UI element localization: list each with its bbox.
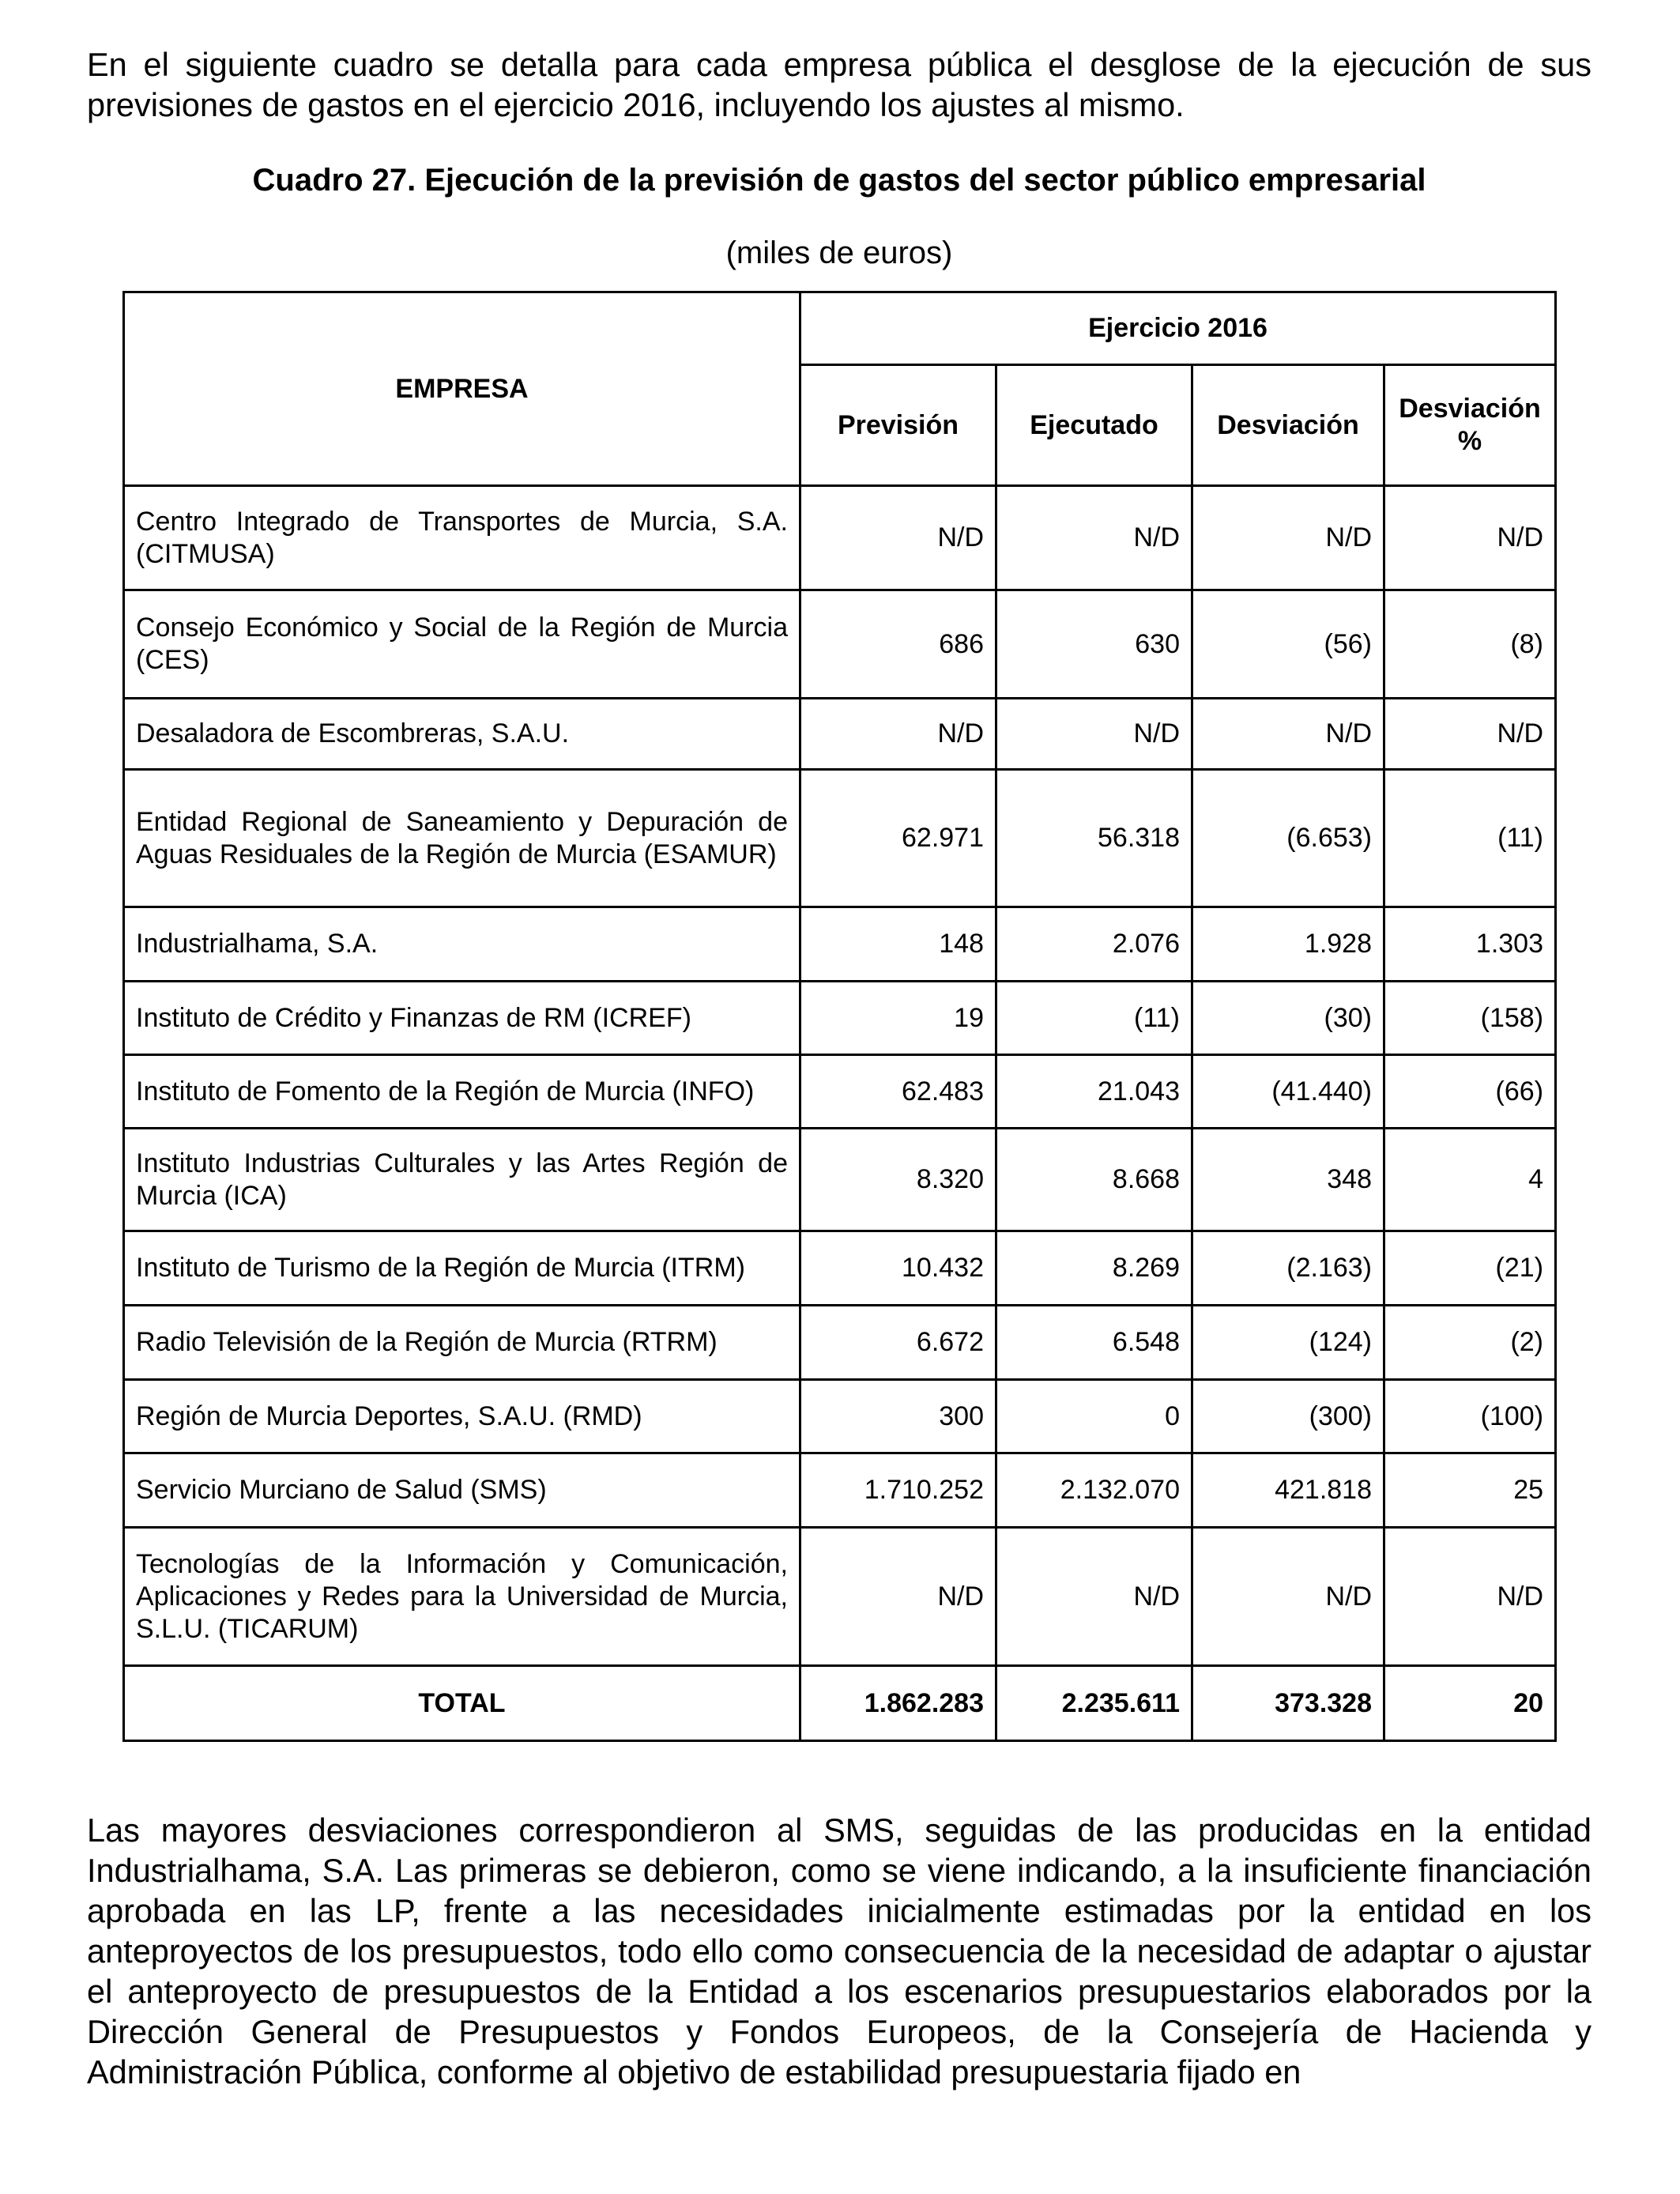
cell-empresa: Tecnologías de la Información y Comunicación, Aplicaciones y Redes para la Universidad de Murcia, S.L.U. (TICARUM) bbox=[124, 1528, 800, 1666]
table-row bbox=[124, 699, 1556, 770]
cell-prevision: 8.320 bbox=[800, 1129, 996, 1231]
cell-empresa: Región de Murcia Deportes, S.A.U. (RMD) bbox=[124, 1380, 800, 1453]
cell-prevision: N/D bbox=[800, 486, 996, 590]
cell-desviacion-pct: (21) bbox=[1384, 1231, 1556, 1306]
cell-desviacion: 1.928 bbox=[1192, 907, 1384, 982]
cell-prevision: 6.672 bbox=[800, 1306, 996, 1380]
cell-desviacion-pct: N/D bbox=[1384, 699, 1556, 770]
cell-empresa: Industrialhama, S.A. bbox=[124, 907, 800, 982]
cell-prevision: 62.483 bbox=[800, 1055, 996, 1129]
cell-prevision: N/D bbox=[800, 699, 996, 770]
total-desviacion-pct: 20 bbox=[1384, 1666, 1556, 1741]
header-ejercicio: Ejercicio 2016 bbox=[800, 292, 1556, 365]
cell-empresa: Entidad Regional de Saneamiento y Depuración de Aguas Residuales de la Región de Murcia (ESAMUR) bbox=[124, 770, 800, 907]
table-row bbox=[124, 590, 1556, 699]
cell-ejecutado: 0 bbox=[996, 1380, 1192, 1453]
cell-desviacion: N/D bbox=[1192, 1528, 1384, 1666]
table-row bbox=[124, 982, 1556, 1055]
total-desviacion: 373.328 bbox=[1192, 1666, 1384, 1741]
total-prevision: 1.862.283 bbox=[800, 1666, 996, 1741]
header-prevision: Previsión bbox=[800, 365, 996, 486]
header-ejecutado: Ejecutado bbox=[996, 365, 1192, 486]
cell-empresa: Servicio Murciano de Salud (SMS) bbox=[124, 1453, 800, 1528]
table-row bbox=[124, 1306, 1556, 1380]
cell-desviacion: (41.440) bbox=[1192, 1055, 1384, 1129]
cell-empresa: Desaladora de Escombreras, S.A.U. bbox=[124, 699, 800, 770]
table-row bbox=[124, 1129, 1556, 1231]
cell-desviacion-pct: N/D bbox=[1384, 1528, 1556, 1666]
cell-desviacion-pct: (158) bbox=[1384, 982, 1556, 1055]
table-row bbox=[124, 486, 1556, 590]
total-row bbox=[124, 1666, 1556, 1741]
cell-ejecutado: 2.076 bbox=[996, 907, 1192, 982]
table-caption: Cuadro 27. Ejecución de la previsión de gastos del sector público empresarial bbox=[252, 163, 1426, 198]
cell-desviacion-pct: (8) bbox=[1384, 590, 1556, 699]
header-desviacion-pct: Desviación % bbox=[1384, 365, 1556, 486]
cell-desviacion: (6.653) bbox=[1192, 770, 1384, 907]
cell-desviacion: (300) bbox=[1192, 1380, 1384, 1453]
cell-desviacion-pct: (66) bbox=[1384, 1055, 1556, 1129]
cell-prevision: 686 bbox=[800, 590, 996, 699]
cell-prevision: N/D bbox=[800, 1528, 996, 1666]
cell-desviacion: N/D bbox=[1192, 699, 1384, 770]
cell-desviacion-pct: (100) bbox=[1384, 1380, 1556, 1453]
cell-desviacion: (30) bbox=[1192, 982, 1384, 1055]
cell-prevision: 1.710.252 bbox=[800, 1453, 996, 1528]
cell-ejecutado: 2.132.070 bbox=[996, 1453, 1192, 1528]
cell-ejecutado: 630 bbox=[996, 590, 1192, 699]
cell-desviacion: (2.163) bbox=[1192, 1231, 1384, 1306]
cell-prevision: 19 bbox=[800, 982, 996, 1055]
cell-desviacion-pct: 4 bbox=[1384, 1129, 1556, 1231]
cell-desviacion-pct: (2) bbox=[1384, 1306, 1556, 1380]
cell-ejecutado: (11) bbox=[996, 982, 1192, 1055]
cell-prevision: 300 bbox=[800, 1380, 996, 1453]
cell-desviacion-pct: N/D bbox=[1384, 486, 1556, 590]
cell-ejecutado: N/D bbox=[996, 486, 1192, 590]
table-body bbox=[124, 486, 1556, 1666]
total-label: TOTAL bbox=[124, 1666, 800, 1741]
cell-ejecutado: 8.668 bbox=[996, 1129, 1192, 1231]
cell-desviacion-pct: (11) bbox=[1384, 770, 1556, 907]
table-row bbox=[124, 1055, 1556, 1129]
cell-desviacion: (124) bbox=[1192, 1306, 1384, 1380]
table-units: (miles de euros) bbox=[725, 236, 953, 270]
cell-empresa: Consejo Económico y Social de la Región de Murcia (CES) bbox=[124, 590, 800, 699]
cell-desviacion-pct: 1.303 bbox=[1384, 907, 1556, 982]
expense-execution-table bbox=[122, 291, 1557, 1742]
cell-empresa: Instituto de Fomento de la Región de Murcia (INFO) bbox=[124, 1055, 800, 1129]
cell-ejecutado: 8.269 bbox=[996, 1231, 1192, 1306]
cell-empresa: Instituto Industrias Culturales y las Artes Región de Murcia (ICA) bbox=[124, 1129, 800, 1231]
cell-prevision: 62.971 bbox=[800, 770, 996, 907]
header-empresa: EMPRESA bbox=[124, 292, 800, 486]
table-row bbox=[124, 1528, 1556, 1666]
cell-empresa: Instituto de Crédito y Finanzas de RM (ICREF) bbox=[124, 982, 800, 1055]
table-row bbox=[124, 1231, 1556, 1306]
intro-paragraph: En el siguiente cuadro se detalla para cada empresa pública el desglose de la ejecución de sus previsiones de gastos en el ejercicio 2016, incluyendo los ajustes al mismo. bbox=[87, 46, 1591, 123]
table-row bbox=[124, 1453, 1556, 1528]
cell-ejecutado: N/D bbox=[996, 699, 1192, 770]
cell-desviacion: N/D bbox=[1192, 486, 1384, 590]
cell-ejecutado: 6.548 bbox=[996, 1306, 1192, 1380]
table-row bbox=[124, 770, 1556, 907]
table-row bbox=[124, 1380, 1556, 1453]
cell-empresa: Radio Televisión de la Región de Murcia (RTRM) bbox=[124, 1306, 800, 1380]
cell-prevision: 148 bbox=[800, 907, 996, 982]
cell-ejecutado: 56.318 bbox=[996, 770, 1192, 907]
table-row bbox=[124, 907, 1556, 982]
cell-desviacion: 421.818 bbox=[1192, 1453, 1384, 1528]
header-desviacion: Desviación bbox=[1192, 365, 1384, 486]
cell-ejecutado: N/D bbox=[996, 1528, 1192, 1666]
cell-empresa: Instituto de Turismo de la Región de Murcia (ITRM) bbox=[124, 1231, 800, 1306]
total-ejecutado: 2.235.611 bbox=[996, 1666, 1192, 1741]
cell-empresa: Centro Integrado de Transportes de Murcia, S.A. (CITMUSA) bbox=[124, 486, 800, 590]
cell-ejecutado: 21.043 bbox=[996, 1055, 1192, 1129]
outro-paragraph: Las mayores desviaciones correspondieron al SMS, seguidas de las producidas en la entidad Industrialhama, S.A. Las primeras se debieron, como se viene indicando, a la insuficiente financiación aprobada en las LP, frente a las necesidades inicialmente estimadas por la entidad en los anteproyectos de los presupuestos, todo ello como consecuencia de la necesidad de adaptar o ajustar el anteproyecto de presupuestos de la Entidad a los escenarios presupuestarios elaborados por la Dirección General de Presupuestos y Fondos Europeos, de la Consejería de Hacienda y Administración Pública, conforme al objetivo de estabilidad presupuestaria fijado en bbox=[87, 1811, 1591, 2090]
cell-desviacion: 348 bbox=[1192, 1129, 1384, 1231]
cell-desviacion-pct: 25 bbox=[1384, 1453, 1556, 1528]
cell-desviacion: (56) bbox=[1192, 590, 1384, 699]
cell-prevision: 10.432 bbox=[800, 1231, 996, 1306]
